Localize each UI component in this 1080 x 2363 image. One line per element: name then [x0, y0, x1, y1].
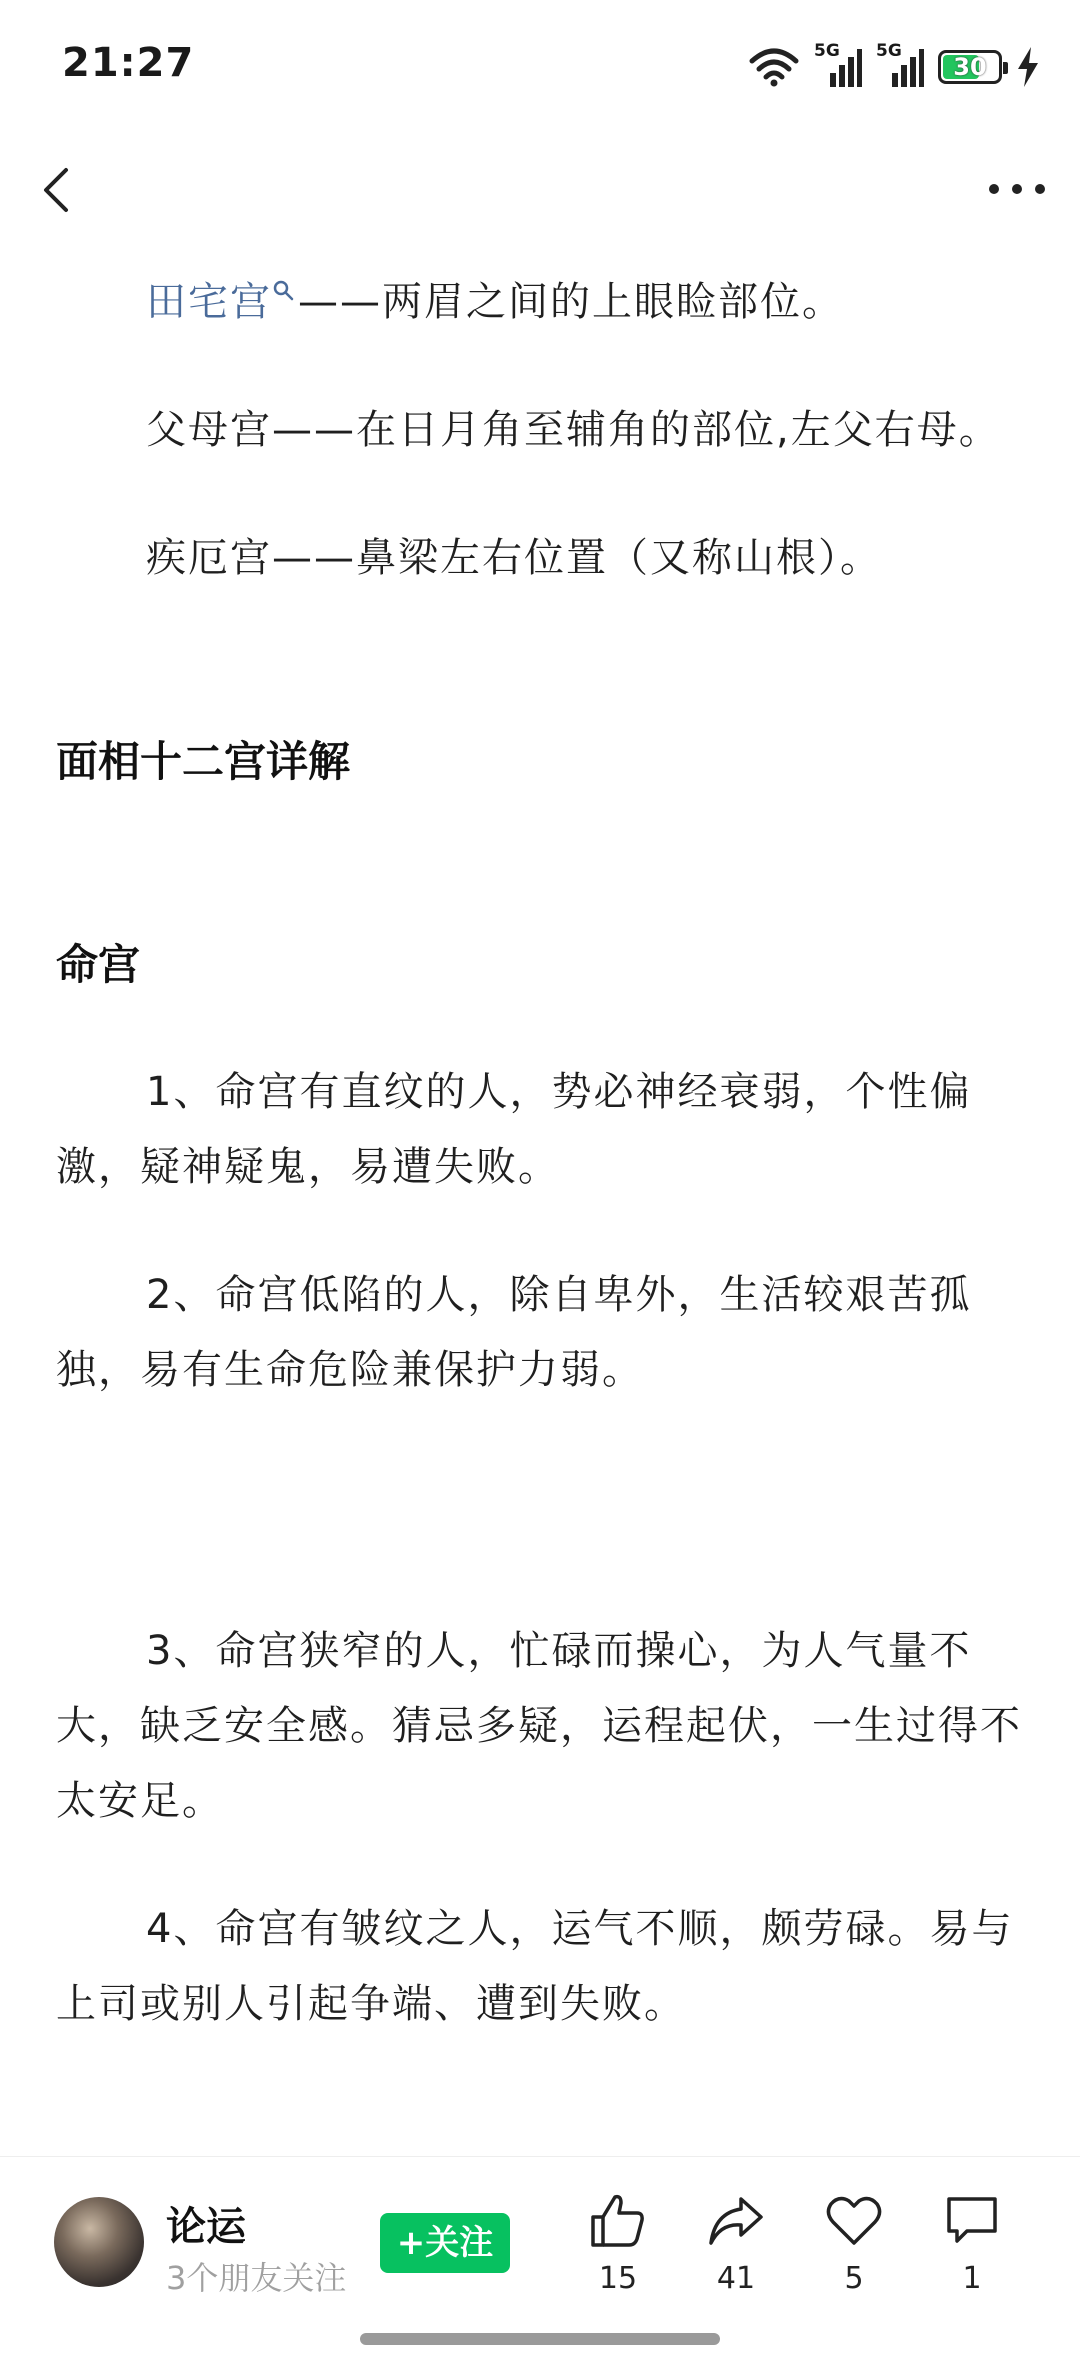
share-arrow-icon	[707, 2193, 765, 2249]
follow-button[interactable]: +关注	[380, 2213, 510, 2273]
signal-icon	[814, 41, 862, 89]
bottom-action-bar	[0, 2156, 1080, 2363]
thumbs-up-icon	[589, 2193, 647, 2249]
status-bar	[0, 0, 1080, 130]
friends-follow-text: 3个朋友关注	[166, 2259, 347, 2297]
article-body	[56, 265, 1026, 2042]
charging-icon	[1016, 47, 1040, 87]
more-horizontal-icon	[982, 164, 1052, 214]
share-button[interactable]	[696, 2193, 776, 2296]
paragraph-tianzhai	[56, 265, 1026, 340]
signal-label: 5G	[876, 41, 902, 61]
status-icons	[748, 42, 1040, 92]
keyword-link[interactable]: 田宅宫	[146, 279, 272, 325]
avatar[interactable]	[54, 2197, 144, 2287]
home-indicator[interactable]	[360, 2333, 720, 2345]
paragraph-item-1: 1、命宫有直纹的人，势必神经衰弱，个性偏激，疑神疑鬼，易遭失败。	[56, 1069, 972, 1190]
search-icon[interactable]	[272, 279, 294, 301]
heart-icon	[825, 2193, 883, 2249]
status-time: 21:27	[62, 40, 195, 86]
favorite-count: 5	[844, 2261, 864, 2296]
comment-count: 1	[962, 2261, 982, 2296]
signal-label: 5G	[814, 41, 840, 61]
wifi-icon	[748, 47, 800, 87]
author-name[interactable]: 论运	[166, 2204, 246, 2250]
paragraph-item-3: 3、命宫狭窄的人，忙碌而操心，为人气量不大，缺乏安全感。猜忌多疑，运程起伏，一生过得不太安足。	[56, 1628, 1022, 1824]
paragraph-item-4: 4、命宫有皱纹之人，运气不顺，颇劳碌。易与上司或别人引起争端、遭到失败。	[56, 1906, 1014, 2027]
battery-icon	[938, 50, 1002, 84]
comment-button[interactable]	[932, 2193, 1012, 2296]
more-button[interactable]	[982, 164, 1052, 214]
like-count: 15	[598, 2261, 638, 2296]
share-count: 41	[716, 2261, 756, 2296]
paragraph-fumu: 父母宫——在日月角至辅角的部位,左父右母。	[146, 407, 1001, 453]
back-button[interactable]	[30, 160, 90, 220]
battery-level: 30	[953, 53, 987, 81]
signal-icon	[876, 41, 924, 89]
subsection-heading: 命宫	[56, 940, 141, 989]
like-button[interactable]	[578, 2193, 658, 2296]
chevron-left-icon	[30, 160, 90, 220]
favorite-button[interactable]	[814, 2193, 894, 2296]
comment-icon	[943, 2193, 1001, 2249]
paragraph-text: ——两眉之间的上眼睑部位。	[298, 279, 844, 325]
nav-bar	[0, 140, 1080, 240]
paragraph-item-2: 2、命宫低陷的人，除自卑外，生活较艰苦孤独，易有生命危险兼保护力弱。	[56, 1272, 972, 1393]
section-heading: 面相十二宫详解	[56, 737, 351, 786]
paragraph-jie: 疾厄宫——鼻梁左右位置（又称山根）。	[146, 535, 882, 581]
